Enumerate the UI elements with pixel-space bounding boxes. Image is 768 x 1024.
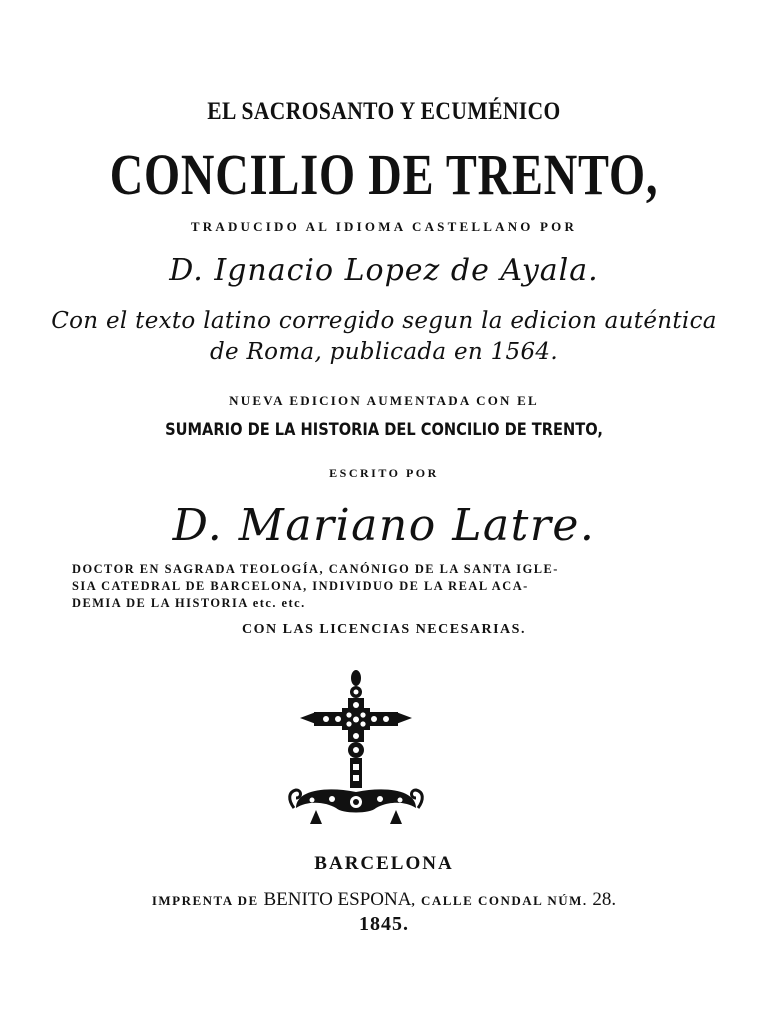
imprint-line <box>0 889 768 911</box>
credentials-line-2: SIA CATEDRAL DE BARCELONA, INDIVIDUO DE LA REAL ACA- <box>72 579 529 593</box>
translated-by: TRADUCIDO AL IDIOMA CASTELLANO POR <box>190 219 578 234</box>
summary-title: SUMARIO DE LA HISTORIA DEL CONCILIO DE TRENTO, <box>165 420 603 440</box>
street-number: 28. <box>592 889 617 910</box>
author-name: D. Mariano Latre. <box>172 500 596 551</box>
latin-note-line-2: de Roma, publicada en 1564. <box>210 339 558 365</box>
credentials-line-3: DEMIA DE LA HISTORIA etc. etc. <box>72 596 306 610</box>
main-title: CONCILIO DE TRENTO, <box>109 142 659 207</box>
cross-ornament-icon <box>286 668 426 828</box>
address-label: , CALLE CONDAL NÚM. <box>411 893 588 908</box>
latin-note-line-1: Con el texto latino corregido segun la edicion auténtica <box>51 308 717 334</box>
title-line-1: EL SACROSANTO Y ECUMÉNICO <box>207 98 561 125</box>
written-by: ESCRITO POR <box>329 466 439 480</box>
new-edition: NUEVA EDICION AUMENTADA CON EL <box>229 393 539 408</box>
credentials-line-1: DOCTOR EN SAGRADA TEOLOGÍA, CANÓNIGO DE LA SANTA IGLE- <box>72 562 559 576</box>
printer-name: BENITO ESPONA <box>263 889 412 910</box>
imprint-city: BARCELONA <box>314 853 454 874</box>
translator-name: D. Ignacio Lopez de Ayala. <box>169 253 599 288</box>
press-label: IMPRENTA DE <box>151 893 259 908</box>
imprint-year: 1845. <box>359 913 409 935</box>
licenses: CON LAS LICENCIAS NECESARIAS. <box>242 622 526 637</box>
